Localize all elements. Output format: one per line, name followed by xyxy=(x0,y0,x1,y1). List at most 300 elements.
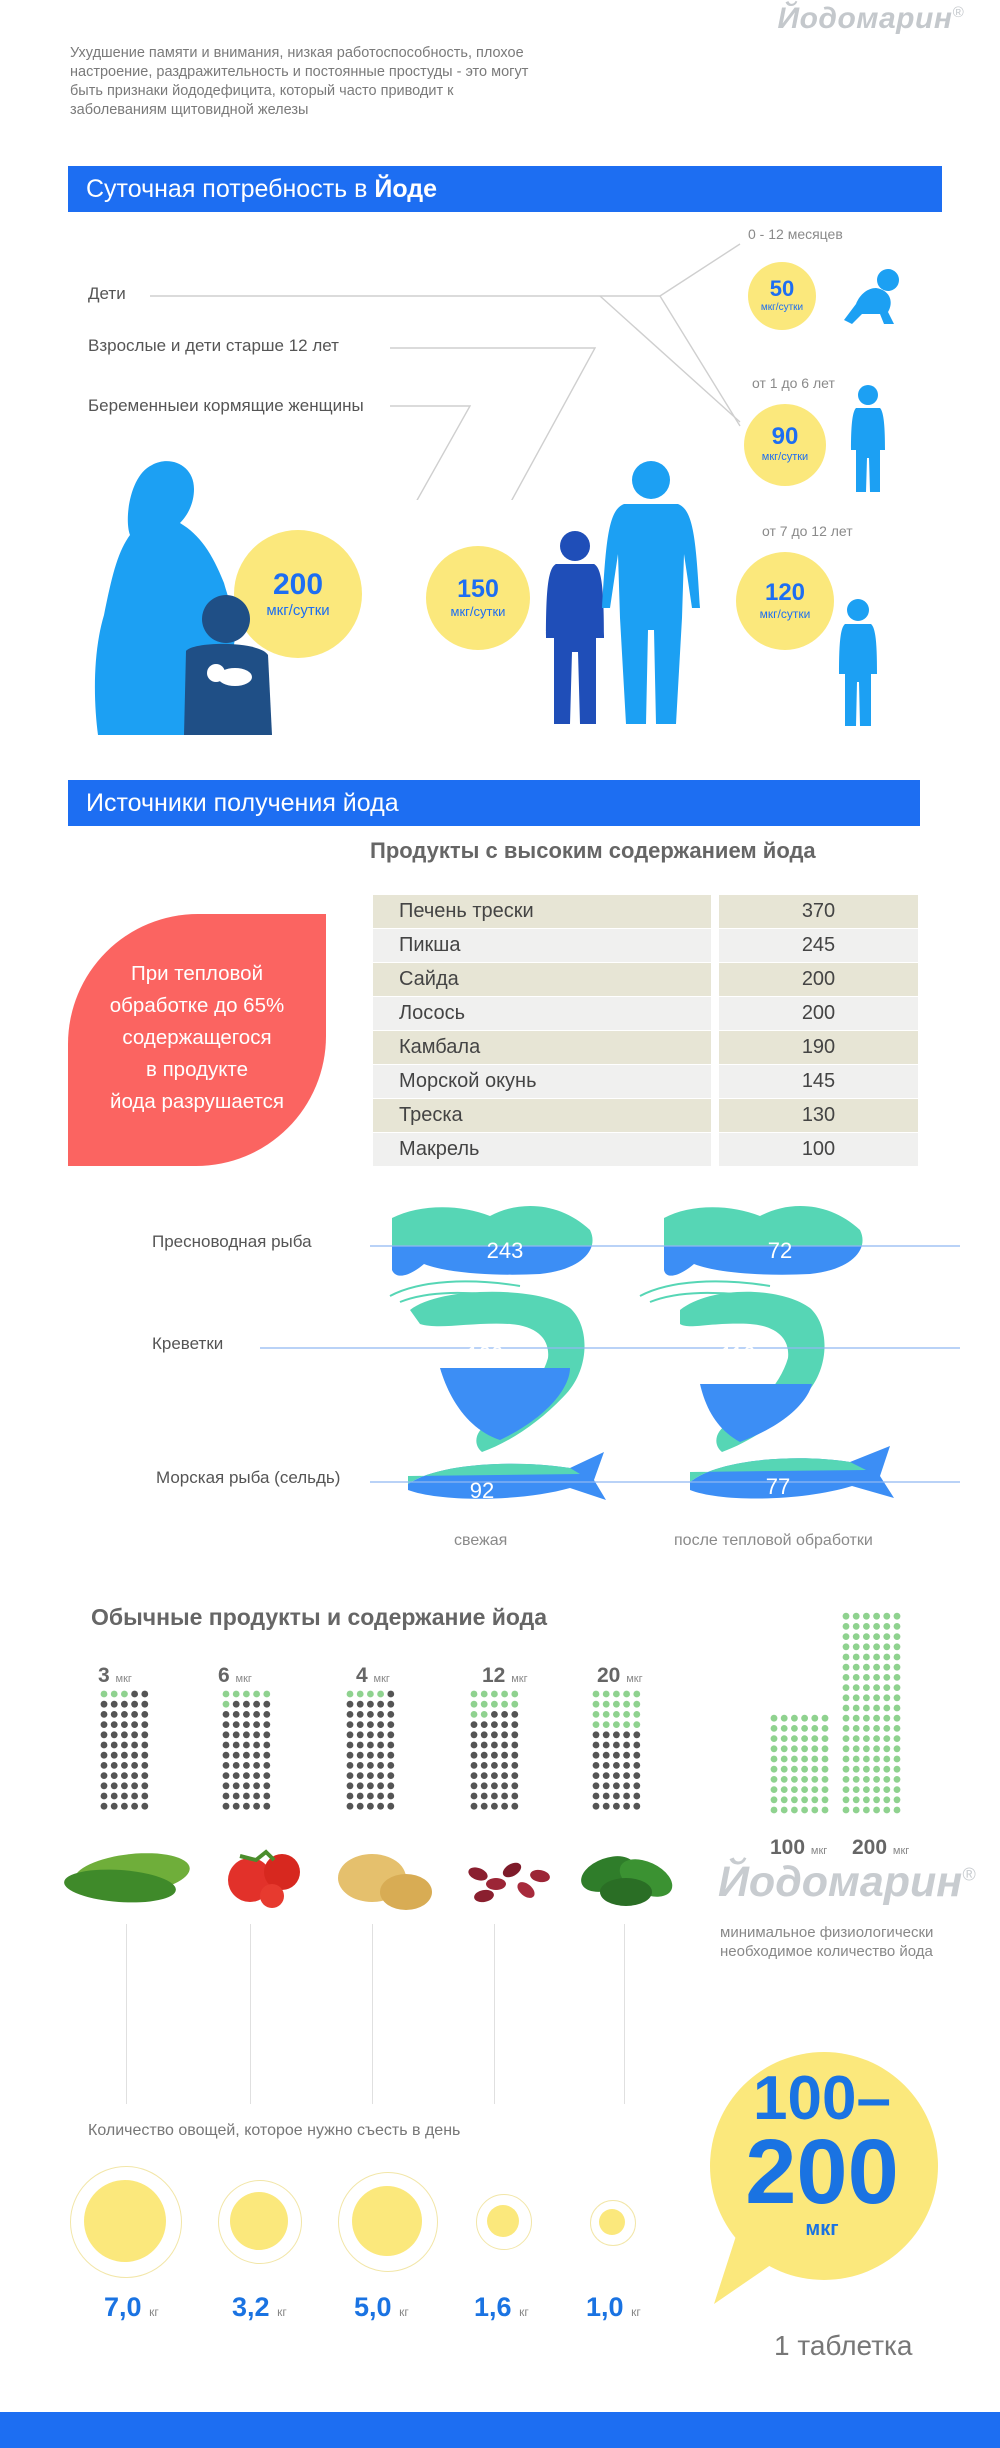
dose-dot-200 xyxy=(843,1756,850,1763)
iodine-dot xyxy=(253,1762,260,1769)
dose-dot-100 xyxy=(801,1735,808,1742)
guide-line xyxy=(372,1924,373,2104)
iodine-dot xyxy=(111,1782,118,1789)
spinach-icon xyxy=(576,1849,678,1906)
veg-mcg-label: 12 мкг xyxy=(482,1664,528,1687)
iodine-dot xyxy=(593,1782,600,1789)
iodine-dot xyxy=(101,1731,108,1738)
label-pregnant: Беременныеи кормящие женщины xyxy=(88,396,364,415)
iodine-dot xyxy=(367,1711,374,1718)
dose-dot-200 xyxy=(873,1654,880,1661)
iodine-dot xyxy=(481,1721,488,1728)
iodine-dot xyxy=(593,1701,600,1708)
iodine-dot xyxy=(263,1731,270,1738)
iodine-dot xyxy=(613,1731,620,1738)
caption-fresh: свежая xyxy=(454,1532,508,1549)
dose-dot-200 xyxy=(873,1694,880,1701)
iodine-dot xyxy=(121,1803,128,1810)
iodine-dot xyxy=(263,1803,270,1810)
dose-dot-100 xyxy=(791,1735,798,1742)
iodine-dot xyxy=(377,1752,384,1759)
iodine-dot xyxy=(633,1793,640,1800)
shrimp-value-cooked: 110 xyxy=(720,1342,756,1367)
iodine-dot xyxy=(141,1701,148,1708)
iodine-dot xyxy=(111,1742,118,1749)
iodine-dot xyxy=(387,1793,394,1800)
dose-dot-200 xyxy=(843,1643,850,1650)
iodine-dot xyxy=(593,1721,600,1728)
iodine-dot xyxy=(623,1752,630,1759)
iodine-dot xyxy=(491,1762,498,1769)
dose-dot-200 xyxy=(873,1664,880,1671)
iodine-dot xyxy=(131,1721,138,1728)
dot-grids xyxy=(0,1570,1000,1850)
iodine-dot xyxy=(263,1793,270,1800)
big-mcg-label: 200 мкг xyxy=(852,1836,910,1859)
dose-dot-200 xyxy=(883,1623,890,1630)
dose-dot-100 xyxy=(822,1715,829,1722)
dose-dot-200 xyxy=(894,1684,901,1691)
iodine-dot xyxy=(501,1721,508,1728)
iodine-dot xyxy=(613,1711,620,1718)
dose-dot-200 xyxy=(873,1643,880,1650)
dose-dot-200 xyxy=(873,1633,880,1640)
iodine-dot xyxy=(481,1742,488,1749)
iodine-dot xyxy=(111,1701,118,1708)
iodine-dot xyxy=(357,1762,364,1769)
iodine-dot xyxy=(471,1721,478,1728)
dose-dot-100 xyxy=(781,1796,788,1803)
iodine-dot xyxy=(243,1772,250,1779)
herring-value-cooked: 77 xyxy=(765,1474,791,1499)
iodine-dot xyxy=(501,1793,508,1800)
iodine-dot xyxy=(387,1691,394,1698)
iodine-dot xyxy=(233,1762,240,1769)
dose-dot-100 xyxy=(801,1766,808,1773)
iodine-dot xyxy=(131,1742,138,1749)
table-row-name: Пикша xyxy=(373,929,711,962)
dose-dot-200 xyxy=(883,1756,890,1763)
dose-dot-100 xyxy=(791,1756,798,1763)
iodine-dot xyxy=(233,1731,240,1738)
iodine-dot xyxy=(603,1782,610,1789)
iodine-dot xyxy=(481,1793,488,1800)
iodine-dot xyxy=(613,1742,620,1749)
iodine-dot xyxy=(377,1772,384,1779)
iodine-dot xyxy=(633,1691,640,1698)
dose-dot-200 xyxy=(883,1715,890,1722)
iodine-dot xyxy=(357,1772,364,1779)
table-row-name: Треска xyxy=(373,1099,711,1132)
iodine-dot xyxy=(233,1803,240,1810)
amount-kg: 3,2 кг xyxy=(232,2292,287,2322)
table-row-value: 200 xyxy=(719,963,918,996)
dose-dot-100 xyxy=(781,1725,788,1732)
dose-dot-100 xyxy=(781,1786,788,1793)
fish-label-shrimp: Креветки xyxy=(152,1334,224,1353)
sources-banner: Источники получения йода xyxy=(68,780,920,826)
dose-dot-200 xyxy=(843,1786,850,1793)
dose-dot-100 xyxy=(801,1807,808,1814)
iodine-dot xyxy=(243,1793,250,1800)
big-mcg-label: 100 мкг xyxy=(770,1836,828,1859)
dose-dot-200 xyxy=(883,1776,890,1783)
iodine-dot xyxy=(377,1782,384,1789)
dose-dot-100 xyxy=(822,1776,829,1783)
iodine-dot xyxy=(141,1752,148,1759)
value-child: 120 мкг/сутки xyxy=(736,552,834,650)
dose-dot-100 xyxy=(801,1745,808,1752)
iodine-dot xyxy=(263,1762,270,1769)
iodine-dot xyxy=(491,1742,498,1749)
value-toddler: 90 мкг/сутки xyxy=(744,404,826,486)
iodine-dot xyxy=(613,1721,620,1728)
dose-dot-200 xyxy=(863,1735,870,1742)
iodine-dot xyxy=(377,1742,384,1749)
iodine-dot xyxy=(253,1711,260,1718)
iodine-dot xyxy=(141,1762,148,1769)
iodine-dot xyxy=(223,1803,230,1810)
iodine-dot xyxy=(471,1742,478,1749)
dose-dot-200 xyxy=(863,1694,870,1701)
herring-value-fresh: 92 xyxy=(469,1478,495,1503)
iodine-dot xyxy=(367,1793,374,1800)
iodine-dot xyxy=(491,1721,498,1728)
iodine-dot xyxy=(263,1752,270,1759)
age-7-12y: от 7 до 12 лет xyxy=(762,523,853,539)
iodine-dot xyxy=(377,1793,384,1800)
dose-dot-200 xyxy=(853,1776,860,1783)
iodine-dot xyxy=(111,1772,118,1779)
iodine-dot xyxy=(223,1742,230,1749)
potato-icon xyxy=(338,1854,432,1910)
dose-dot-100 xyxy=(822,1807,829,1814)
iodine-dot xyxy=(253,1782,260,1789)
table-row-name: Морской окунь xyxy=(373,1065,711,1098)
iodine-dot xyxy=(613,1793,620,1800)
iodine-dot xyxy=(367,1731,374,1738)
iodine-dot xyxy=(481,1701,488,1708)
dose-dot-100 xyxy=(771,1766,778,1773)
dose-dot-200 xyxy=(873,1796,880,1803)
dose-dot-200 xyxy=(873,1766,880,1773)
iodine-dot xyxy=(101,1803,108,1810)
iodine-dot xyxy=(121,1762,128,1769)
table-row-name: Камбала xyxy=(373,1031,711,1064)
table-row-value: 370 xyxy=(719,895,918,928)
dose-dot-100 xyxy=(771,1725,778,1732)
dose-dot-200 xyxy=(863,1613,870,1620)
dose-dot-200 xyxy=(873,1735,880,1742)
iodine-dot xyxy=(511,1772,518,1779)
iodine-dot xyxy=(613,1701,620,1708)
iodine-dot xyxy=(141,1721,148,1728)
dose-dot-100 xyxy=(811,1745,818,1752)
dose-dot-200 xyxy=(863,1725,870,1732)
dose-dot-200 xyxy=(894,1715,901,1722)
amount-kg: 1,6 кг xyxy=(474,2292,529,2322)
dose-dot-200 xyxy=(853,1807,860,1814)
iodine-dot xyxy=(233,1782,240,1789)
iodine-dot xyxy=(481,1691,488,1698)
iodine-dot xyxy=(243,1782,250,1789)
iodine-dot xyxy=(623,1721,630,1728)
iodine-dot xyxy=(387,1782,394,1789)
dose-dot-100 xyxy=(822,1735,829,1742)
amount-circle-beans xyxy=(487,2205,519,2237)
dose-dot-200 xyxy=(873,1745,880,1752)
iodine-dot xyxy=(243,1721,250,1728)
iodine-dot xyxy=(511,1782,518,1789)
dose-dot-100 xyxy=(811,1735,818,1742)
guide-line xyxy=(494,1924,495,2104)
iodine-dot xyxy=(471,1803,478,1810)
iodine-dot xyxy=(253,1793,260,1800)
dose-dot-100 xyxy=(781,1735,788,1742)
iodine-dot xyxy=(377,1731,384,1738)
iodine-dot xyxy=(367,1803,374,1810)
table-row-name: Макрель xyxy=(373,1133,711,1166)
iodine-dot xyxy=(511,1752,518,1759)
iodine-dot xyxy=(603,1752,610,1759)
iodine-dot xyxy=(481,1803,488,1810)
dose-dot-100 xyxy=(801,1786,808,1793)
dose-dot-200 xyxy=(863,1684,870,1691)
vegetables-row xyxy=(60,1834,700,1924)
iodine-dot xyxy=(347,1691,354,1698)
dose-dot-200 xyxy=(843,1766,850,1773)
veg-mcg-label: 6 мкг xyxy=(218,1664,252,1687)
dose-dot-200 xyxy=(843,1796,850,1803)
iodine-dot xyxy=(243,1711,250,1718)
iodine-dot xyxy=(111,1762,118,1769)
iodine-dot xyxy=(481,1752,488,1759)
iodine-dot xyxy=(121,1721,128,1728)
iodine-dot xyxy=(111,1691,118,1698)
iodine-dot xyxy=(121,1782,128,1789)
man-icon xyxy=(598,458,704,728)
iodine-dot xyxy=(491,1752,498,1759)
iodine-dot xyxy=(243,1762,250,1769)
heat-warning-leaf: При тепловой обработке до 65% содержащегося в продукте йода разрушается xyxy=(68,914,326,1166)
iodine-dot xyxy=(131,1782,138,1789)
iodine-dot xyxy=(357,1752,364,1759)
dose-dot-200 xyxy=(883,1694,890,1701)
dose-dot-200 xyxy=(873,1684,880,1691)
iodine-dot xyxy=(593,1711,600,1718)
iodine-dot xyxy=(121,1742,128,1749)
dose-dot-100 xyxy=(822,1725,829,1732)
iodine-dot xyxy=(367,1721,374,1728)
fish-label-freshwater: Пресноводная рыба xyxy=(152,1232,312,1251)
iodine-dot xyxy=(101,1701,108,1708)
dose-dot-200 xyxy=(873,1807,880,1814)
iodine-dot xyxy=(501,1782,508,1789)
guide-line xyxy=(250,1924,251,2104)
iodine-dot xyxy=(357,1742,364,1749)
iodine-dot xyxy=(263,1772,270,1779)
dose-dot-200 xyxy=(883,1796,890,1803)
iodine-dot xyxy=(387,1762,394,1769)
iodine-dot xyxy=(593,1772,600,1779)
iodine-dot xyxy=(131,1762,138,1769)
iodine-dot xyxy=(347,1742,354,1749)
iodine-dot xyxy=(223,1701,230,1708)
iodine-dot xyxy=(347,1782,354,1789)
dose-dot-100 xyxy=(801,1756,808,1763)
dose-dot-200 xyxy=(853,1694,860,1701)
value-adult: 150 мкг/сутки xyxy=(426,546,530,650)
iodine-dot xyxy=(233,1701,240,1708)
iodine-dot xyxy=(633,1772,640,1779)
dose-dot-200 xyxy=(873,1715,880,1722)
iodine-dot xyxy=(357,1711,364,1718)
veg-mcg-label: 3 мкг xyxy=(98,1664,132,1687)
iodine-dot xyxy=(593,1691,600,1698)
dose-dot-100 xyxy=(771,1715,778,1722)
iodine-dot xyxy=(233,1772,240,1779)
iodine-dot xyxy=(131,1772,138,1779)
dose-dot-100 xyxy=(822,1766,829,1773)
iodine-dot xyxy=(243,1731,250,1738)
iodine-dot xyxy=(613,1772,620,1779)
iodine-dot xyxy=(633,1742,640,1749)
iodine-dot xyxy=(141,1742,148,1749)
iodine-dot xyxy=(377,1711,384,1718)
dose-dot-200 xyxy=(843,1623,850,1630)
fish-value-fresh: 243 xyxy=(486,1238,524,1263)
baby-icon xyxy=(842,268,908,328)
iodine-dot xyxy=(347,1762,354,1769)
iodine-dot xyxy=(387,1772,394,1779)
iodine-dot xyxy=(141,1803,148,1810)
dose-dot-200 xyxy=(853,1756,860,1763)
iodine-dot xyxy=(357,1721,364,1728)
iodine-dot xyxy=(101,1762,108,1769)
iodine-dot xyxy=(593,1742,600,1749)
iodine-dot xyxy=(511,1701,518,1708)
amount-circle-potato xyxy=(352,2186,422,2256)
amount-kg: 5,0 кг xyxy=(354,2292,409,2322)
iodine-dot xyxy=(131,1711,138,1718)
dose-dot-200 xyxy=(863,1756,870,1763)
dose-dot-200 xyxy=(853,1735,860,1742)
iodine-dot xyxy=(263,1691,270,1698)
dose-dot-200 xyxy=(894,1664,901,1671)
iodine-dot xyxy=(623,1691,630,1698)
dose-dot-200 xyxy=(843,1674,850,1681)
iodine-dot xyxy=(633,1803,640,1810)
dose-dot-200 xyxy=(853,1796,860,1803)
dose-dot-200 xyxy=(853,1786,860,1793)
iodine-dot xyxy=(603,1742,610,1749)
dose-dot-200 xyxy=(883,1705,890,1712)
age-0-12m: 0 - 12 месяцев xyxy=(748,226,843,242)
iodine-dot xyxy=(603,1721,610,1728)
dose-dot-100 xyxy=(771,1796,778,1803)
dose-dot-200 xyxy=(883,1633,890,1640)
iodine-dot xyxy=(131,1701,138,1708)
iodine-dot xyxy=(131,1731,138,1738)
dose-dot-200 xyxy=(853,1613,860,1620)
iodine-dot xyxy=(593,1762,600,1769)
iodine-dot xyxy=(121,1772,128,1779)
dose-dot-100 xyxy=(781,1776,788,1783)
dose-dot-200 xyxy=(843,1694,850,1701)
iodine-dot xyxy=(491,1691,498,1698)
age-1-6y: от 1 до 6 лет xyxy=(752,375,835,391)
dose-dot-100 xyxy=(801,1776,808,1783)
iodine-dot xyxy=(471,1752,478,1759)
iodine-dot xyxy=(623,1772,630,1779)
veg-section-title: Обычные продукты и содержание йода xyxy=(91,1604,548,1630)
amount-kg: 1,0 кг xyxy=(586,2292,641,2322)
iodine-dot xyxy=(501,1731,508,1738)
iodine-dot xyxy=(263,1782,270,1789)
iodine-dot xyxy=(603,1803,610,1810)
label-children: Дети xyxy=(88,284,126,303)
dose-dot-200 xyxy=(863,1786,870,1793)
iodine-dot xyxy=(111,1752,118,1759)
iodine-dot xyxy=(357,1731,364,1738)
iodine-dot xyxy=(141,1772,148,1779)
iodine-dot xyxy=(357,1701,364,1708)
iodine-dot xyxy=(253,1772,260,1779)
dose-dot-200 xyxy=(873,1613,880,1620)
amount-caption: Количество овощей, которое нужно съесть в день xyxy=(88,2122,461,2139)
tablet-label: 1 таблетка xyxy=(774,2330,913,2361)
iodine-dot xyxy=(501,1772,508,1779)
iodine-dot xyxy=(233,1752,240,1759)
intro-text: Ухудшение памяти и внимания, низкая работоспособность, плохое настроение, раздражительность и постоянные простуды - это могут быть признаки йододефицита, который часто приводит к заболеваниям щитовидной железы xyxy=(70,45,529,118)
iodine-dot xyxy=(501,1742,508,1749)
beans-icon xyxy=(467,1860,551,1904)
iodine-dot xyxy=(613,1782,620,1789)
amount-circle-tomato xyxy=(230,2192,288,2250)
iodine-dot xyxy=(511,1762,518,1769)
dose-dot-200 xyxy=(843,1725,850,1732)
dose-dot-100 xyxy=(781,1807,788,1814)
iodine-dot xyxy=(613,1691,620,1698)
dose-dot-200 xyxy=(863,1674,870,1681)
dose-dot-100 xyxy=(791,1766,798,1773)
iodine-dot xyxy=(623,1803,630,1810)
iodine-dot xyxy=(471,1762,478,1769)
iodine-dot xyxy=(481,1762,488,1769)
iodine-dot xyxy=(377,1701,384,1708)
amount-kg: 7,0 кг xyxy=(104,2292,159,2322)
iodine-dot xyxy=(367,1782,374,1789)
iodine-dot xyxy=(141,1793,148,1800)
dose-dot-200 xyxy=(894,1725,901,1732)
dose-dot-200 xyxy=(894,1756,901,1763)
iodine-dot xyxy=(253,1701,260,1708)
dose-dot-100 xyxy=(771,1756,778,1763)
iodine-dot xyxy=(253,1752,260,1759)
iodine-dot xyxy=(111,1711,118,1718)
iodine-dot xyxy=(111,1803,118,1810)
fish-value-cooked: 72 xyxy=(767,1238,793,1263)
dose-dot-200 xyxy=(843,1684,850,1691)
iodine-dot xyxy=(603,1772,610,1779)
iodine-dot xyxy=(101,1772,108,1779)
dose-dot-200 xyxy=(863,1807,870,1814)
iodine-dot xyxy=(101,1691,108,1698)
dose-dot-200 xyxy=(863,1776,870,1783)
iodine-dot xyxy=(253,1721,260,1728)
iodine-dot xyxy=(131,1752,138,1759)
dose-dot-200 xyxy=(843,1654,850,1661)
